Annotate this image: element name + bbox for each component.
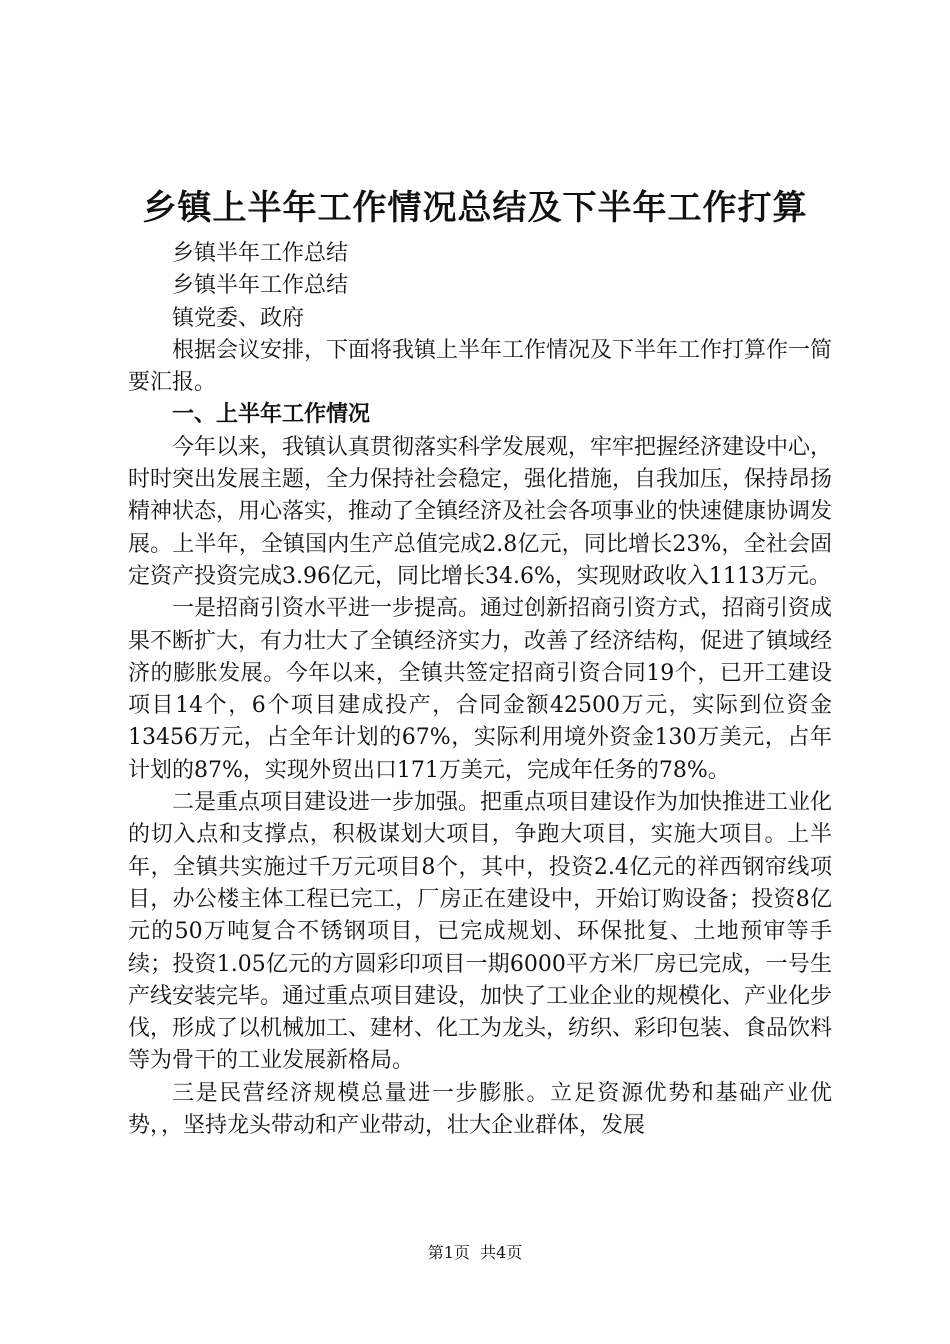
section-heading: 一、上半年工作情况	[172, 402, 371, 428]
document-title: 乡镇上半年工作情况总结及下半年工作打算	[142, 188, 808, 228]
paragraph-subtitle-repeat: 乡镇半年工作总结	[172, 273, 349, 299]
paragraph-overview: 今年以来，我镇认真贯彻落实科学发展观，牢牢把握经济建设中心，时时突出发展主题，全力保持社会稳定，强化措施，自我加压，保持昂扬精神状态，用心落实，推动了全镇经济及社会各项事业的快速健康协调发展。上半年，全镇国内生产总值完成2.8亿元，同比增长23%，全社会固定资产投资完成3.96亿元，同比增长34.6%，实现财政收入1113万元。	[128, 434, 833, 589]
paragraph-intro: 根据会议安排，下面将我镇上半年工作情况及下半年工作打算作一简要汇报。	[128, 337, 833, 396]
paragraph-addressee: 镇党委、政府	[172, 305, 305, 331]
paragraph-investment: 一是招商引资水平进一步提高。通过创新招商引资方式，招商引资成果不断扩大，有力壮大了全镇经济实力，改善了经济结构，促进了镇域经济的膨胀发展。今年以来，全镇共签定招商引资合同19个，已开工建设项目14个，6个项目建成投产，合同金额42500万元，实际到位资金13456万元，占全年计划的67%，实际利用境外资金130万美元，占年计划的87%，实现外贸出口171万美元，完成年任务的78%。	[128, 596, 833, 783]
paragraph-private-economy: 三是民营经济规模总量进一步膨胀。立足资源优势和基础产业优势，，坚持龙头带动和产业带动，壮大企业群体，发展	[128, 1080, 832, 1139]
paragraph-subtitle: 乡镇半年工作总结	[172, 241, 349, 266]
document-body	[128, 238, 832, 1142]
page-number: 第1页	[427, 1243, 470, 1262]
page-footer	[0, 1243, 950, 1263]
paragraph-key-projects: 二是重点项目建设进一步加强。把重点项目建设作为加快推进工业化的切入点和支撑点，积极谋划大项目，争跑大项目，实施大项目。上半年，全镇共实施过千万元项目8个，其中，投资2.4亿元的祥西钢帘线项目，办公楼主体工程已完工，厂房正在建设中，开始订购设备；投资8亿元的50万吨复合不锈钢项目，已完成规划、环保批复、土地预审等手续；投资1.05亿元的方圆彩印项目一期6000平方米厂房已完成，一号生产线安装完毕。通过重点项目建设，加快了工业企业的规模化、产业化步伐，形成了以机械加工、建材、化工为龙头，纺织、彩印包装、食品饮料等为骨干的工业发展新格局。	[128, 790, 833, 1074]
page-total: 共4页	[480, 1243, 523, 1262]
